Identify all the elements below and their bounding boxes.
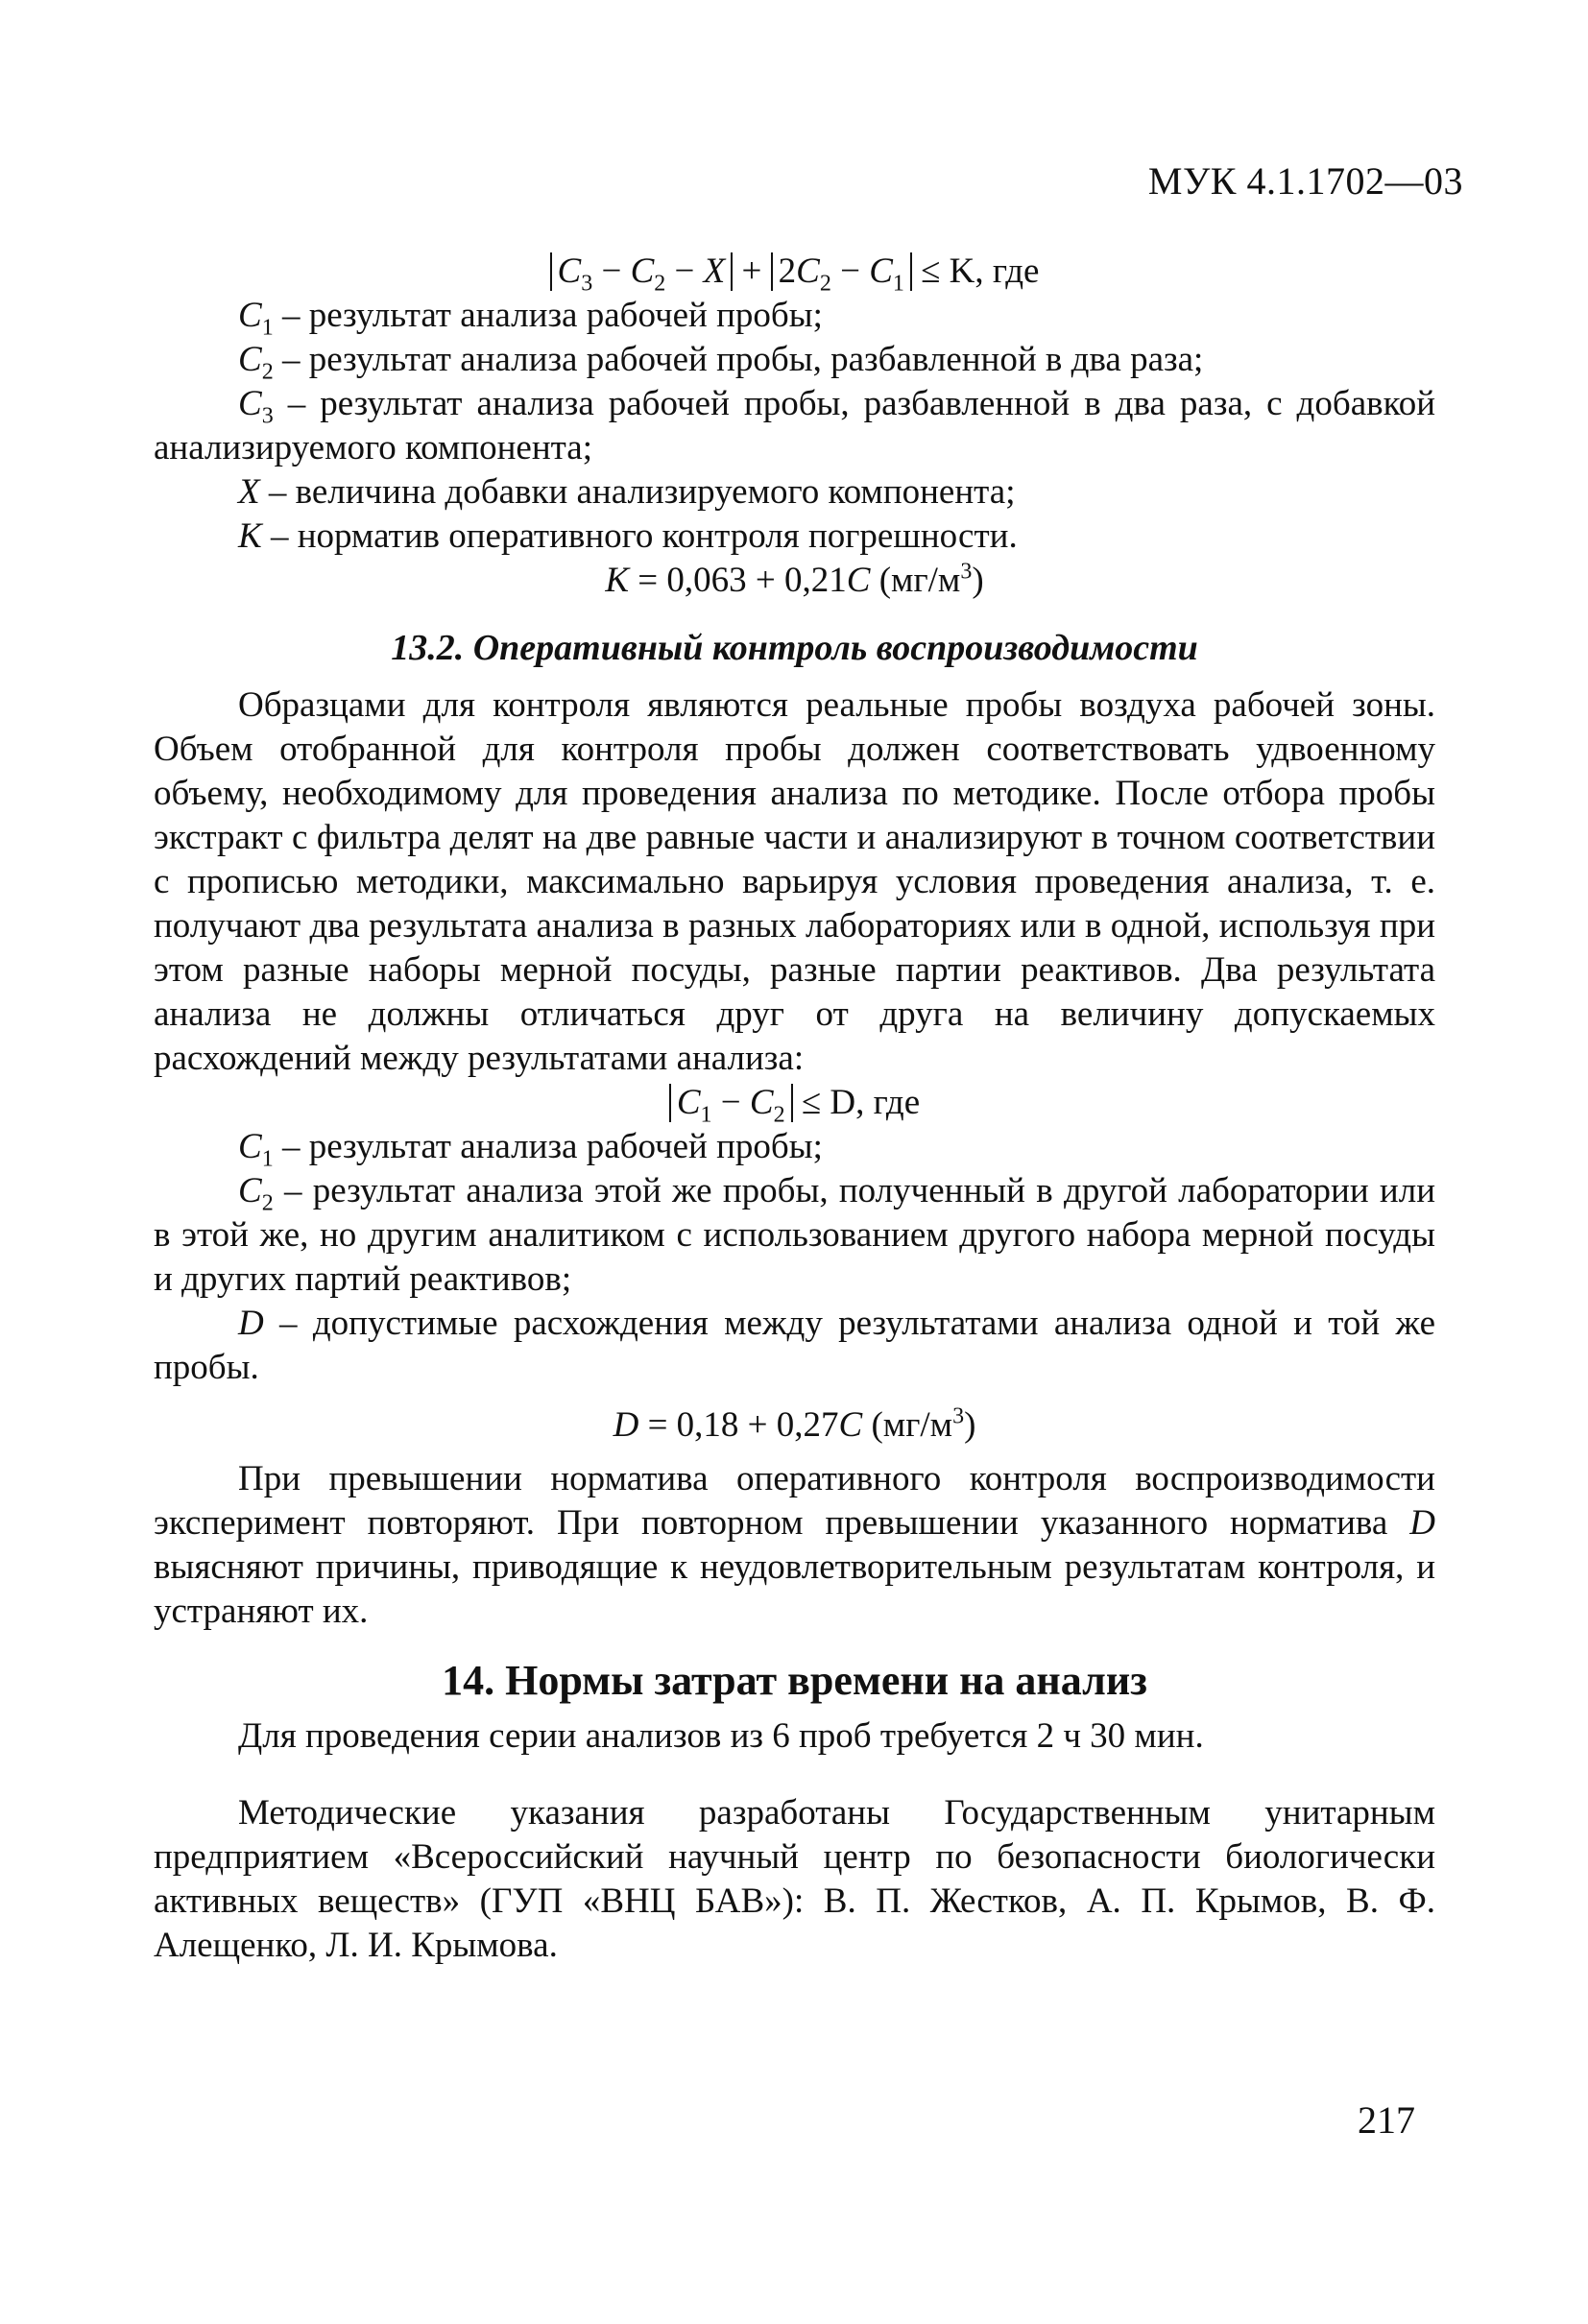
page-content bbox=[154, 250, 1435, 1968]
definition-subscript: 2 bbox=[261, 1190, 274, 1216]
definition-item bbox=[154, 382, 1435, 470]
definition-symbol: K bbox=[238, 516, 262, 556]
definition-text: – результат анализа рабочей пробы; bbox=[273, 296, 823, 335]
definition-subscript: 3 bbox=[261, 403, 274, 429]
definition-symbol: C bbox=[238, 384, 262, 423]
definition-symbol: C bbox=[238, 1171, 262, 1210]
formula-accuracy-check: $C_3 - C_2 - X + 2C_2 - C_1 \le K$, где bbox=[154, 250, 1435, 294]
definition-subscript: 1 bbox=[261, 1146, 274, 1172]
formula-D-close: ) bbox=[964, 1405, 976, 1445]
definitions-list-2 bbox=[154, 1125, 1435, 1390]
paragraph-exceedance-part-b: выясняют причины, приводящие к неудовлетворительным результатам контроля, и устраняют их. bbox=[154, 1547, 1435, 1631]
definitions-list-1 bbox=[154, 294, 1435, 559]
subsection-title: 13.2. Оперативный контроль воспроизводимости bbox=[391, 628, 1198, 668]
definition-text: – допустимые расхождения между результатами анализа одной и той же пробы. bbox=[154, 1304, 1435, 1387]
paragraph-exceedance-part-a: При превышении норматива оперативного контроля воспроизводимости эксперимент повторяют. При повторном превышении указанного норматива bbox=[154, 1459, 1435, 1543]
definition-text: – результат анализа рабочей пробы; bbox=[273, 1127, 823, 1166]
definition-item bbox=[154, 1169, 1435, 1302]
abs-term-1: $C_3 - C_2 - X$ bbox=[550, 252, 734, 291]
definition-symbol: C bbox=[238, 296, 262, 335]
formula-3-suffix: ≤ D, где bbox=[792, 1083, 921, 1122]
definition-item bbox=[154, 515, 1435, 559]
paragraph-exceedance bbox=[154, 1457, 1435, 1634]
formula-D-unit: (мг/м bbox=[862, 1405, 953, 1445]
definition-subscript: 1 bbox=[261, 315, 274, 341]
formula-reproducibility-check bbox=[154, 1081, 1435, 1128]
definition-item bbox=[154, 294, 1435, 341]
definition-text: – результат анализа рабочей пробы, разбавленной в два раза, с добавкой анализируемого компонента; bbox=[154, 384, 1435, 467]
formula-D-rhs: = 0,18 + 0,27 bbox=[638, 1405, 839, 1445]
paragraph-exceedance-var: D bbox=[1409, 1503, 1435, 1543]
formula-D-power: 3 bbox=[952, 1403, 965, 1429]
definition-item bbox=[154, 338, 1435, 385]
formula-K-close: ) bbox=[972, 561, 984, 600]
definition-subscript: 2 bbox=[261, 359, 274, 385]
definition-symbol: C bbox=[238, 1127, 262, 1166]
abs-term-3: $C_1 - C_2$ bbox=[669, 1084, 793, 1122]
page-number: 217 bbox=[1358, 2098, 1415, 2142]
abs-term-2: $2C_2 - C_1$ bbox=[771, 252, 912, 291]
definition-text: – норматив оперативного контроля погрешности. bbox=[261, 516, 1018, 556]
formula-K-rhs: = 0,063 + 0,21 bbox=[629, 561, 847, 600]
document-code: МУК 4.1.1702—03 bbox=[1147, 159, 1463, 203]
definition-text: – величина добавки анализируемого компонента; bbox=[259, 472, 1016, 512]
definition-symbol: D bbox=[238, 1304, 264, 1343]
formula-K-var: C bbox=[846, 561, 871, 600]
paragraph-time-norms: Для проведения серии анализов из 6 проб требуется 2 ч 30 мин. bbox=[238, 1716, 1204, 1756]
paragraph-reproducibility: Образцами для контроля являются реальные пробы воздуха рабочей зоны. Объем отобранной для контроля пробы должен соответствовать удвоенному объему, необходимому для проведения анализа по методике. После отбора пробы экстракт с фильтра делят на две равные части и анализируют в точном соответствии с прописью методики, максимально варьируя условия проведения анализа, т. е. получают два результата анализа в разных лабораториях или в одной, используя при этом разные наборы мерной посуды, разные партии реактивов. Два результата анализа не должны отличаться друг от друга на величину допускаемых расхождений между результатами анализа: bbox=[154, 685, 1435, 1078]
formula-1-suffix: ≤ K, где bbox=[911, 252, 1040, 291]
formula-D-lhs: D bbox=[613, 1405, 639, 1445]
formula-D bbox=[154, 1403, 1435, 1448]
formula-K bbox=[154, 559, 1435, 603]
spacer bbox=[154, 1759, 1435, 1791]
definition-text: – результат анализа этой же пробы, полученный в другой лаборатории или в этой же, но другим аналитиком с использованием другого набора мерной посуды и других партий реактивов; bbox=[154, 1171, 1435, 1299]
formula-D-var: C bbox=[838, 1405, 863, 1445]
paragraph-authors: Методические указания разработаны Государственным унитарным предприятием «Всероссийский научный центр по безопасности биологически активных веществ» (ГУП «ВНЦ БАВ»): В. П. Жестков, А. П. Крымов, В. Ф. Алещенко, Л. И. Крымова. bbox=[154, 1793, 1435, 1965]
definition-symbol: X bbox=[238, 472, 260, 512]
definition-item bbox=[154, 1302, 1435, 1390]
formula-K-power: 3 bbox=[960, 559, 973, 585]
definition-item bbox=[154, 1125, 1435, 1172]
definition-text: – результат анализа рабочей пробы, разбавленной в два раза; bbox=[273, 340, 1204, 379]
definition-symbol: C bbox=[238, 340, 262, 379]
formula-K-unit: (мг/м bbox=[870, 561, 961, 600]
definition-item bbox=[154, 470, 1435, 515]
section-title: 14. Нормы затрат времени на анализ bbox=[442, 1657, 1147, 1704]
formula-K-lhs: K bbox=[605, 561, 630, 600]
